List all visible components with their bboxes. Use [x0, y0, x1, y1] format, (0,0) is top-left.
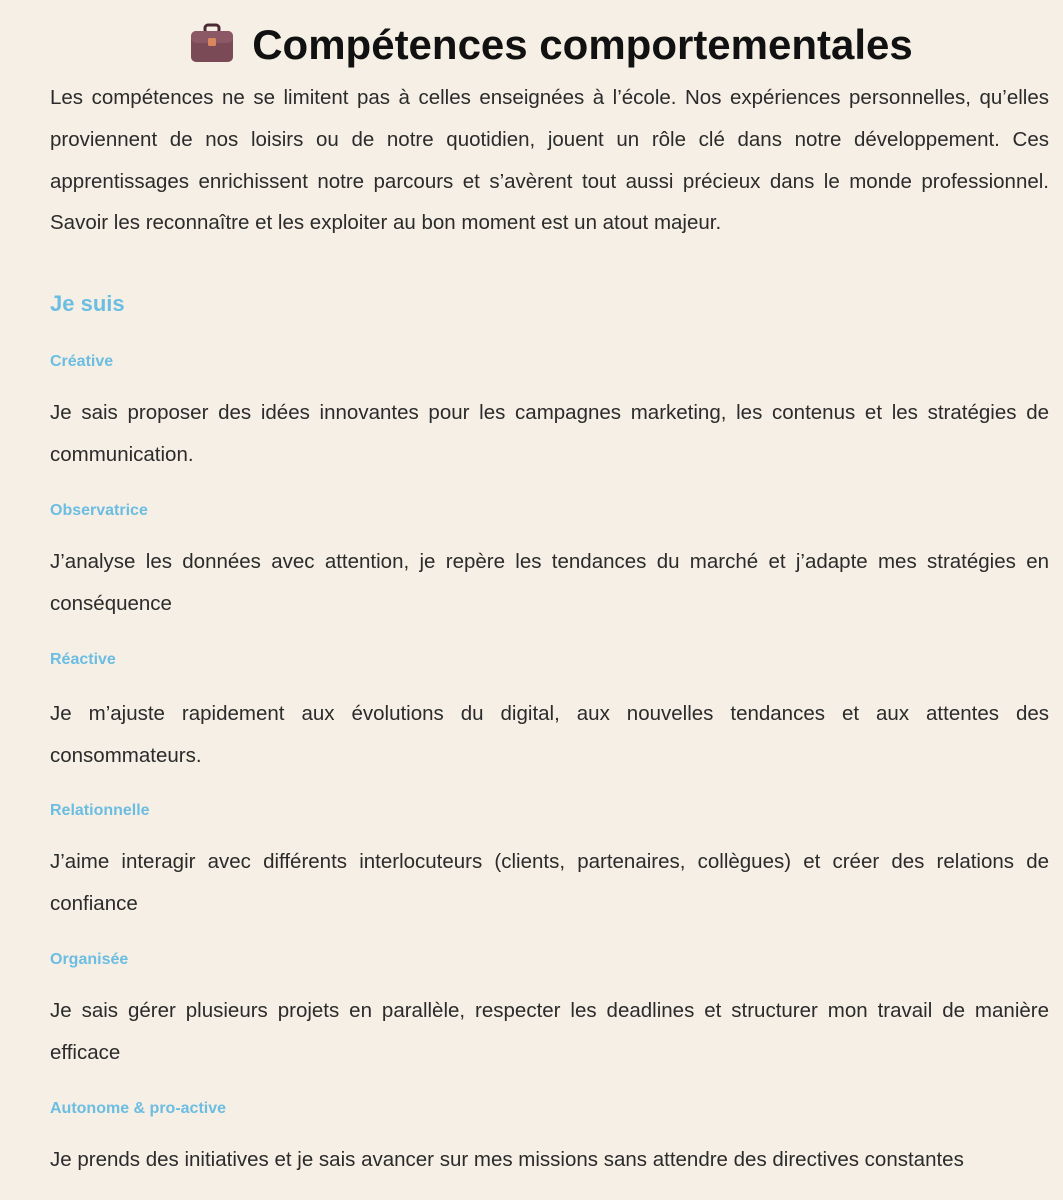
- page-title: [0, 18, 1063, 72]
- skill-name-reactive: Réactive: [50, 651, 116, 668]
- skill-description-reactive: Je m’ajuste rapidement aux évolutions du digital, aux nouvelles tendances et aux attentes des consommateurs.: [50, 702, 1049, 767]
- skill-name-organisee: Organisée: [50, 951, 129, 968]
- skill-name-creative: Créative: [50, 353, 114, 370]
- skill-description-relationnelle: J’aime interagir avec différents interlocuteurs (clients, partenaires, collègues) et créer des relations de confiance: [50, 850, 1049, 915]
- skill-description-organisee: Je sais gérer plusieurs projets en parallèle, respecter les deadlines et structurer mon travail de manière efficace: [50, 999, 1049, 1064]
- skill-name-relationnelle: Relationnelle: [50, 802, 150, 819]
- skill-description-observatrice: J’analyse les données avec attention, je repère les tendances du marché et j’adapte mes stratégies en conséquence: [50, 550, 1049, 615]
- section-title: Je suis: [50, 291, 125, 316]
- skill-name-observatrice: Observatrice: [50, 502, 148, 519]
- briefcase-icon: [190, 23, 234, 63]
- skill-description-creative: Je sais proposer des idées innovantes pour les campagnes marketing, les contenus et les stratégies de communication.: [50, 401, 1049, 466]
- skill-description-autonome: Je prends des initiatives et je sais avancer sur mes missions sans attendre des directives constantes: [50, 1148, 964, 1171]
- skill-name-autonome: Autonome & pro-active: [50, 1100, 227, 1117]
- intro-paragraph: Les compétences ne se limitent pas à celles enseignées à l’école. Nos expériences personnelles, qu’elles proviennent de nos loisirs ou de notre quotidien, jouent un rôle clé dans notre développement. Ces apprentissages enrichissent notre parcours et s’avèrent tout aussi précieux dans le monde professionnel. Savoir les reconnaître et les exploiter au bon moment est un atout majeur.: [50, 86, 1049, 235]
- page-title-text: Compétences comportementales: [252, 21, 913, 69]
